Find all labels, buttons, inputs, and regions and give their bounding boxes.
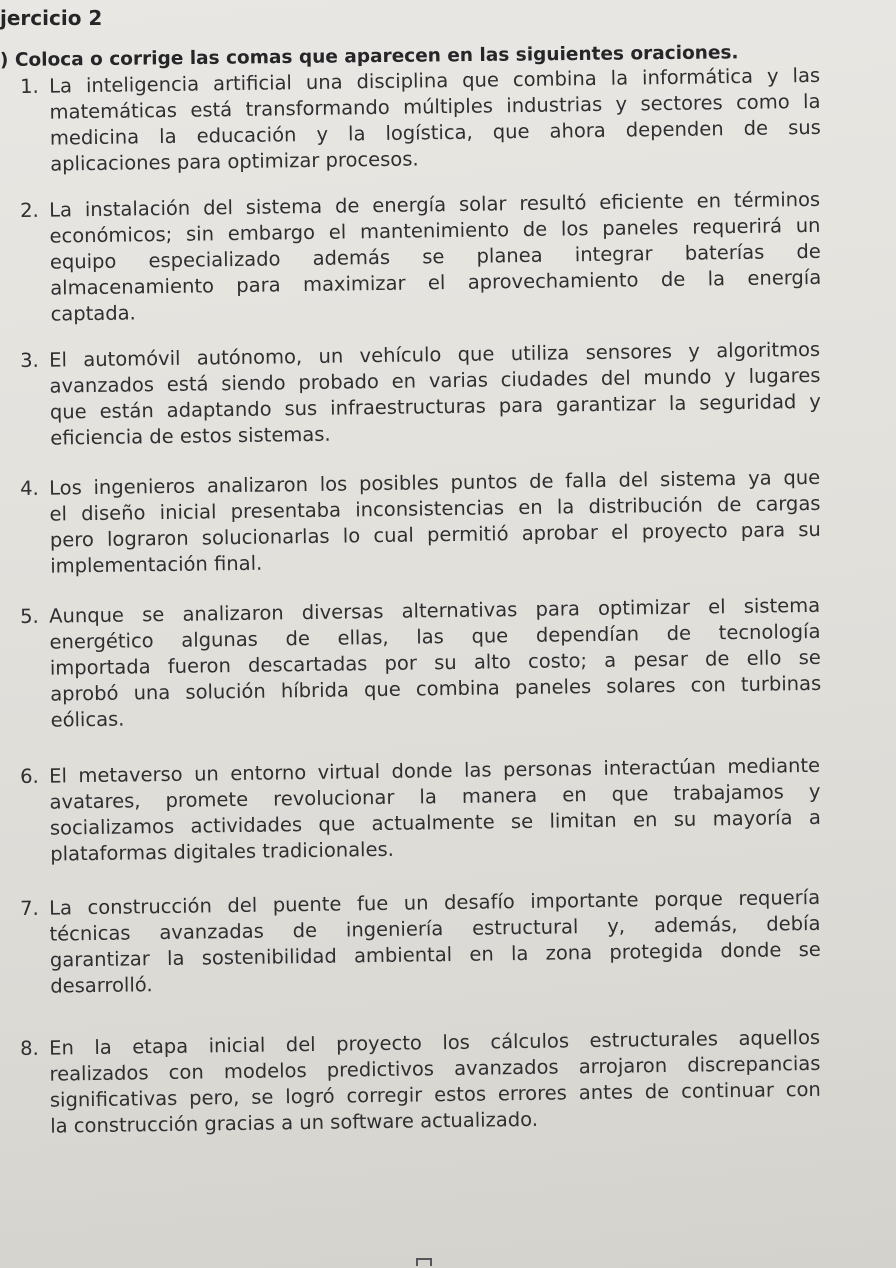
sentence-indent (21, 400, 50, 426)
sentence-text: almacenamiento para maximizar el aprovechamiento de la energía (50, 265, 822, 300)
sentence-text: aprobó una solución híbrida que combina paneles solares con turbinas (50, 671, 822, 706)
sentence-indent (21, 948, 50, 974)
page-number-mark (416, 1258, 432, 1266)
sentence-text: captada. (50, 301, 136, 326)
sentence-indent (21, 528, 50, 554)
sentence-text: realizados con modelos predictivos avanzados arrojaron discrepancias (49, 1051, 821, 1086)
exercise-heading: jercicio 2 (0, 6, 103, 30)
sentence-text: técnicas avanzadas de ingeniería estructural y, además, debía (49, 911, 821, 946)
sentence-indent (20, 1062, 49, 1088)
sentence-indent (21, 974, 50, 1000)
sentence-text: pero lograron solucionarlas lo cual permitió aprobar el proyecto para su (49, 517, 821, 552)
sentence-indent (21, 554, 50, 580)
sentence-text: La instalación del sistema de energía solar resultó eficiente en términos (49, 187, 821, 222)
sentence-item (20, 753, 821, 868)
sentence-number: 8. (20, 1036, 39, 1060)
sentence-text: En la etapa inicial del proyecto los cálculos estructurales aquellos (49, 1025, 821, 1060)
sentence-text: matemáticas está transformando múltiples industrias y sectores como la (49, 89, 821, 124)
sentence-indent (21, 302, 50, 328)
sentence-text: Los ingenieros analizaron los posibles puntos de falla del sistema ya que (49, 465, 821, 500)
sentence-indent (21, 656, 50, 682)
sentence-indent (20, 922, 49, 948)
sentence-item (20, 465, 821, 580)
sentence-text: importada fueron descartadas por su alto costo; a pesar de ello se (49, 645, 821, 680)
sentence-text: significativas pero, se logró corregir estos errores antes de continuar con (49, 1077, 821, 1112)
sentence-indent (21, 682, 50, 708)
sentence-text: equipo especializado además se planea integrar baterías de (49, 239, 821, 274)
sentence-number: 5. (20, 604, 39, 628)
sentence-text: plataformas digitales tradicionales. (50, 837, 395, 866)
sentence-indent (20, 630, 49, 656)
sentence-indent (21, 708, 50, 734)
sentence-indent (21, 126, 50, 152)
sentence-indent (21, 842, 50, 868)
sentence-item (20, 1025, 821, 1140)
sentence-indent (21, 816, 50, 842)
sentence-text: eficiencia de estos sistemas. (50, 422, 331, 450)
sentence-number: 1. (20, 74, 39, 98)
exercise-instruction: ) Coloca o corrige las comas que aparecen en las siguientes oraciones. (0, 42, 739, 71)
sentence-text: La inteligencia artificial una disciplina que combina la informática y las (49, 63, 821, 98)
sentence-number: 7. (20, 896, 39, 920)
sentence-item (20, 187, 822, 328)
sentence-indent (21, 276, 50, 302)
sentence-text: La construcción del puente fue un desafío importante porque requería (49, 885, 821, 920)
sentence-text: socializamos actividades que actualmente se limitan en su mayoría a (49, 805, 821, 840)
sentence-indent (21, 1114, 50, 1140)
sentence-text: garantizar la sostenibilidad ambiental en la zona protegida donde se (49, 937, 821, 972)
sentence-text: desarrolló. (50, 973, 153, 998)
sentence-text: la construcción gracias a un software actualizado. (50, 1107, 539, 1138)
sentence-text: implementación final. (50, 551, 263, 578)
sentence-text: eólicas. (50, 707, 125, 732)
sentence-item (20, 593, 822, 734)
sentence-indent (20, 374, 49, 400)
sentence-text: que están adaptando sus infraestructuras para garantizar la seguridad y (49, 389, 821, 424)
sentence-text: aplicaciones para optimizar procesos. (50, 147, 419, 176)
sentence-text: económicos; sin embargo el mantenimiento de los paneles requerirá un (49, 213, 821, 248)
sentence-indent (21, 1088, 50, 1114)
sentence-text: medicina la educación y la logística, que ahora dependen de sus (49, 115, 821, 150)
sentence-item (20, 885, 821, 1000)
sentence-text: Aunque se analizaron diversas alternativas para optimizar el sistema (49, 593, 821, 628)
sentence-number: 6. (20, 764, 39, 788)
sentence-indent (20, 502, 49, 528)
sentence-text: El automóvil autónomo, un vehículo que utiliza sensores y algoritmos (49, 337, 821, 372)
sentence-indent (20, 100, 49, 126)
sentence-item (20, 337, 821, 452)
sentence-text: energético algunas de ellas, las que dependían de tecnología (49, 619, 821, 654)
sentence-indent (20, 224, 49, 250)
sentence-indent (20, 790, 49, 816)
sentence-number: 2. (20, 198, 39, 222)
sentence-text: el diseño inicial presentaba inconsistencias en la distribución de cargas (49, 491, 821, 526)
sentence-indent (21, 426, 50, 452)
sentence-text: avanzados está siendo probado en varias ciudades del mundo y lugares (49, 363, 821, 398)
sentence-indent (21, 250, 50, 276)
sentence-number: 4. (20, 476, 39, 500)
sentence-text: avatares, promete revolucionar la manera en que trabajamos y (49, 779, 821, 814)
sentence-number: 3. (20, 348, 39, 372)
sentence-indent (21, 152, 50, 178)
sentence-text: El metaverso un entorno virtual donde las personas interactúan mediante (49, 753, 821, 788)
sentence-item (20, 63, 821, 178)
